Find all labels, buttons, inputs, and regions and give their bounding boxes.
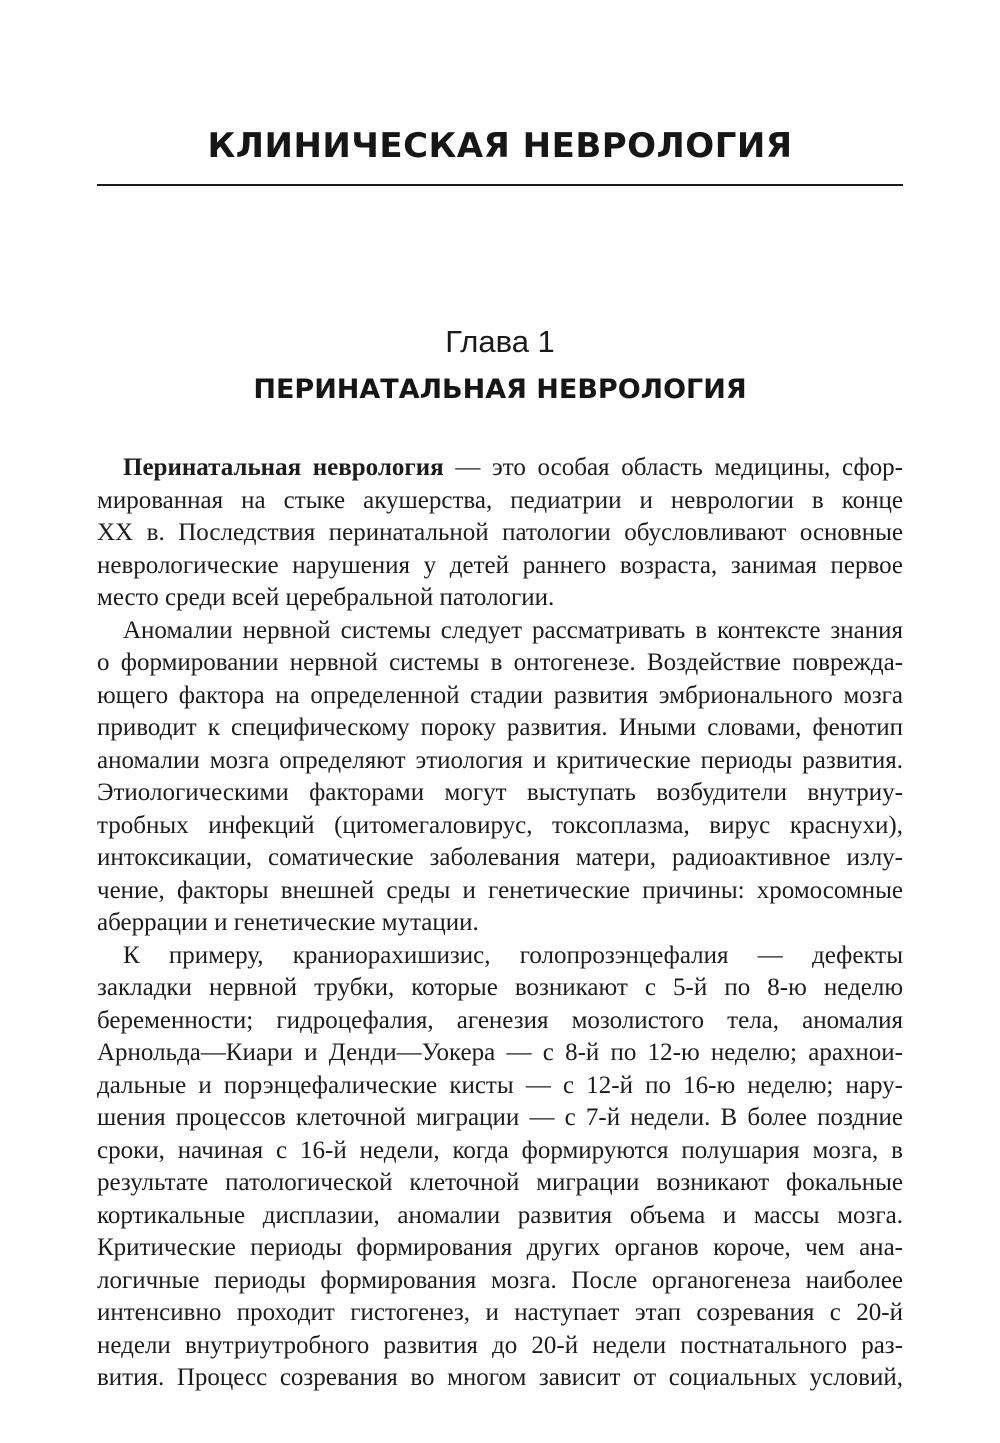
text-line: о формировании нервной системы в онтогенезе. Воздействие поврежда- (97, 649, 903, 676)
chapter-title: ПЕРИНАТАЛЬНАЯ НЕВРОЛОГИЯ (253, 374, 747, 405)
chapter-number: Глава 1 (445, 324, 555, 359)
text-line: закладки нервной трубки, которые возникают с 5-й по 8-ю неделю (97, 974, 903, 1001)
text-line: вития. Процесс созревания во многом зависит от социальных условий, (97, 1364, 903, 1391)
text-line: место среди всей церебральной патологии. (97, 584, 555, 611)
text-line-fragment: — это особая область медицины, сфор- (443, 454, 903, 481)
part-title: КЛИНИЧЕСКАЯ НЕВРОЛОГИЯ (207, 126, 793, 166)
text-line: Критические периоды формирования других органов короче, чем ана- (97, 1234, 903, 1261)
text-line (97, 452, 903, 485)
text-line: результате патологической клеточной миграции возникают фокальные (97, 1169, 903, 1196)
text-line: аномалии мозга определяют этиология и критические периоды развития. (97, 746, 903, 774)
text-line: Аномалии нервной системы следует рассматривать в контексте знания (123, 616, 903, 644)
text-line: интоксикации, соматические заболевания матери, радиоактивное излу- (97, 844, 903, 871)
text-line: логичные периоды формирования мозга. После органогенеза наиболее (97, 1266, 903, 1294)
body-text (97, 452, 903, 1395)
text-line: кортикальные дисплазии, аномалии развития объема и массы мозга. (97, 1201, 903, 1229)
text-line: Арнольда—Киари и Денди—Уокера — с 8-й по 12-ю неделю; арахнои- (97, 1039, 903, 1066)
title-rule (97, 184, 903, 186)
text-line: аберрации и генетические мутации. (97, 909, 479, 936)
text-line: К примеру, краниорахишизис, голопрозэнцефалия — дефекты (123, 941, 903, 969)
text-line: шения процессов клеточной миграции — с 7-й недели. В более поздние (97, 1104, 903, 1131)
text-line: неврологические нарушения у детей раннего возраста, занимая первое (97, 551, 903, 579)
term-perinatal-neurology: Перинатальная неврология (123, 454, 444, 481)
paragraph-1 (97, 452, 903, 615)
text-line: тробных инфекций (цитомегаловирус, токсоплазма, вирус краснухи), (97, 811, 903, 839)
text-line: сроки, начиная с 16-й недели, когда формируются полушария мозга, в (97, 1136, 903, 1164)
text-line: чение, факторы внешней среды и генетические причины: хромосомные (97, 876, 903, 904)
text-line: беременности; гидроцефалия, агенезия мозолистого тела, аномалия (97, 1006, 903, 1034)
text-line: недели внутриутробного развития до 20-й недели постнатального раз- (97, 1331, 903, 1359)
paragraph-2 (97, 615, 903, 940)
text-line: интенсивно проходит гистогенез, и наступает этап созревания с 20-й (97, 1299, 903, 1326)
text-line: Этиологическими факторами могут выступать возбудители внутриу- (97, 779, 903, 806)
text-line: ющего фактора на определенной стадии развития эмбрионального мозга (97, 681, 903, 709)
text-line: приводит к специфическому пороку развития. Иными словами, фенотип (97, 714, 903, 741)
text-line: XX в. Последствия перинатальной патологии обусловливают основные (97, 519, 903, 546)
text-line: дальные и порэнцефалические кисты — с 12-й по 16-ю неделю; нару- (97, 1071, 903, 1099)
paragraph-3 (97, 940, 903, 1395)
text-line: мированная на стыке акушерства, педиатрии и неврологии в конце (97, 486, 903, 514)
